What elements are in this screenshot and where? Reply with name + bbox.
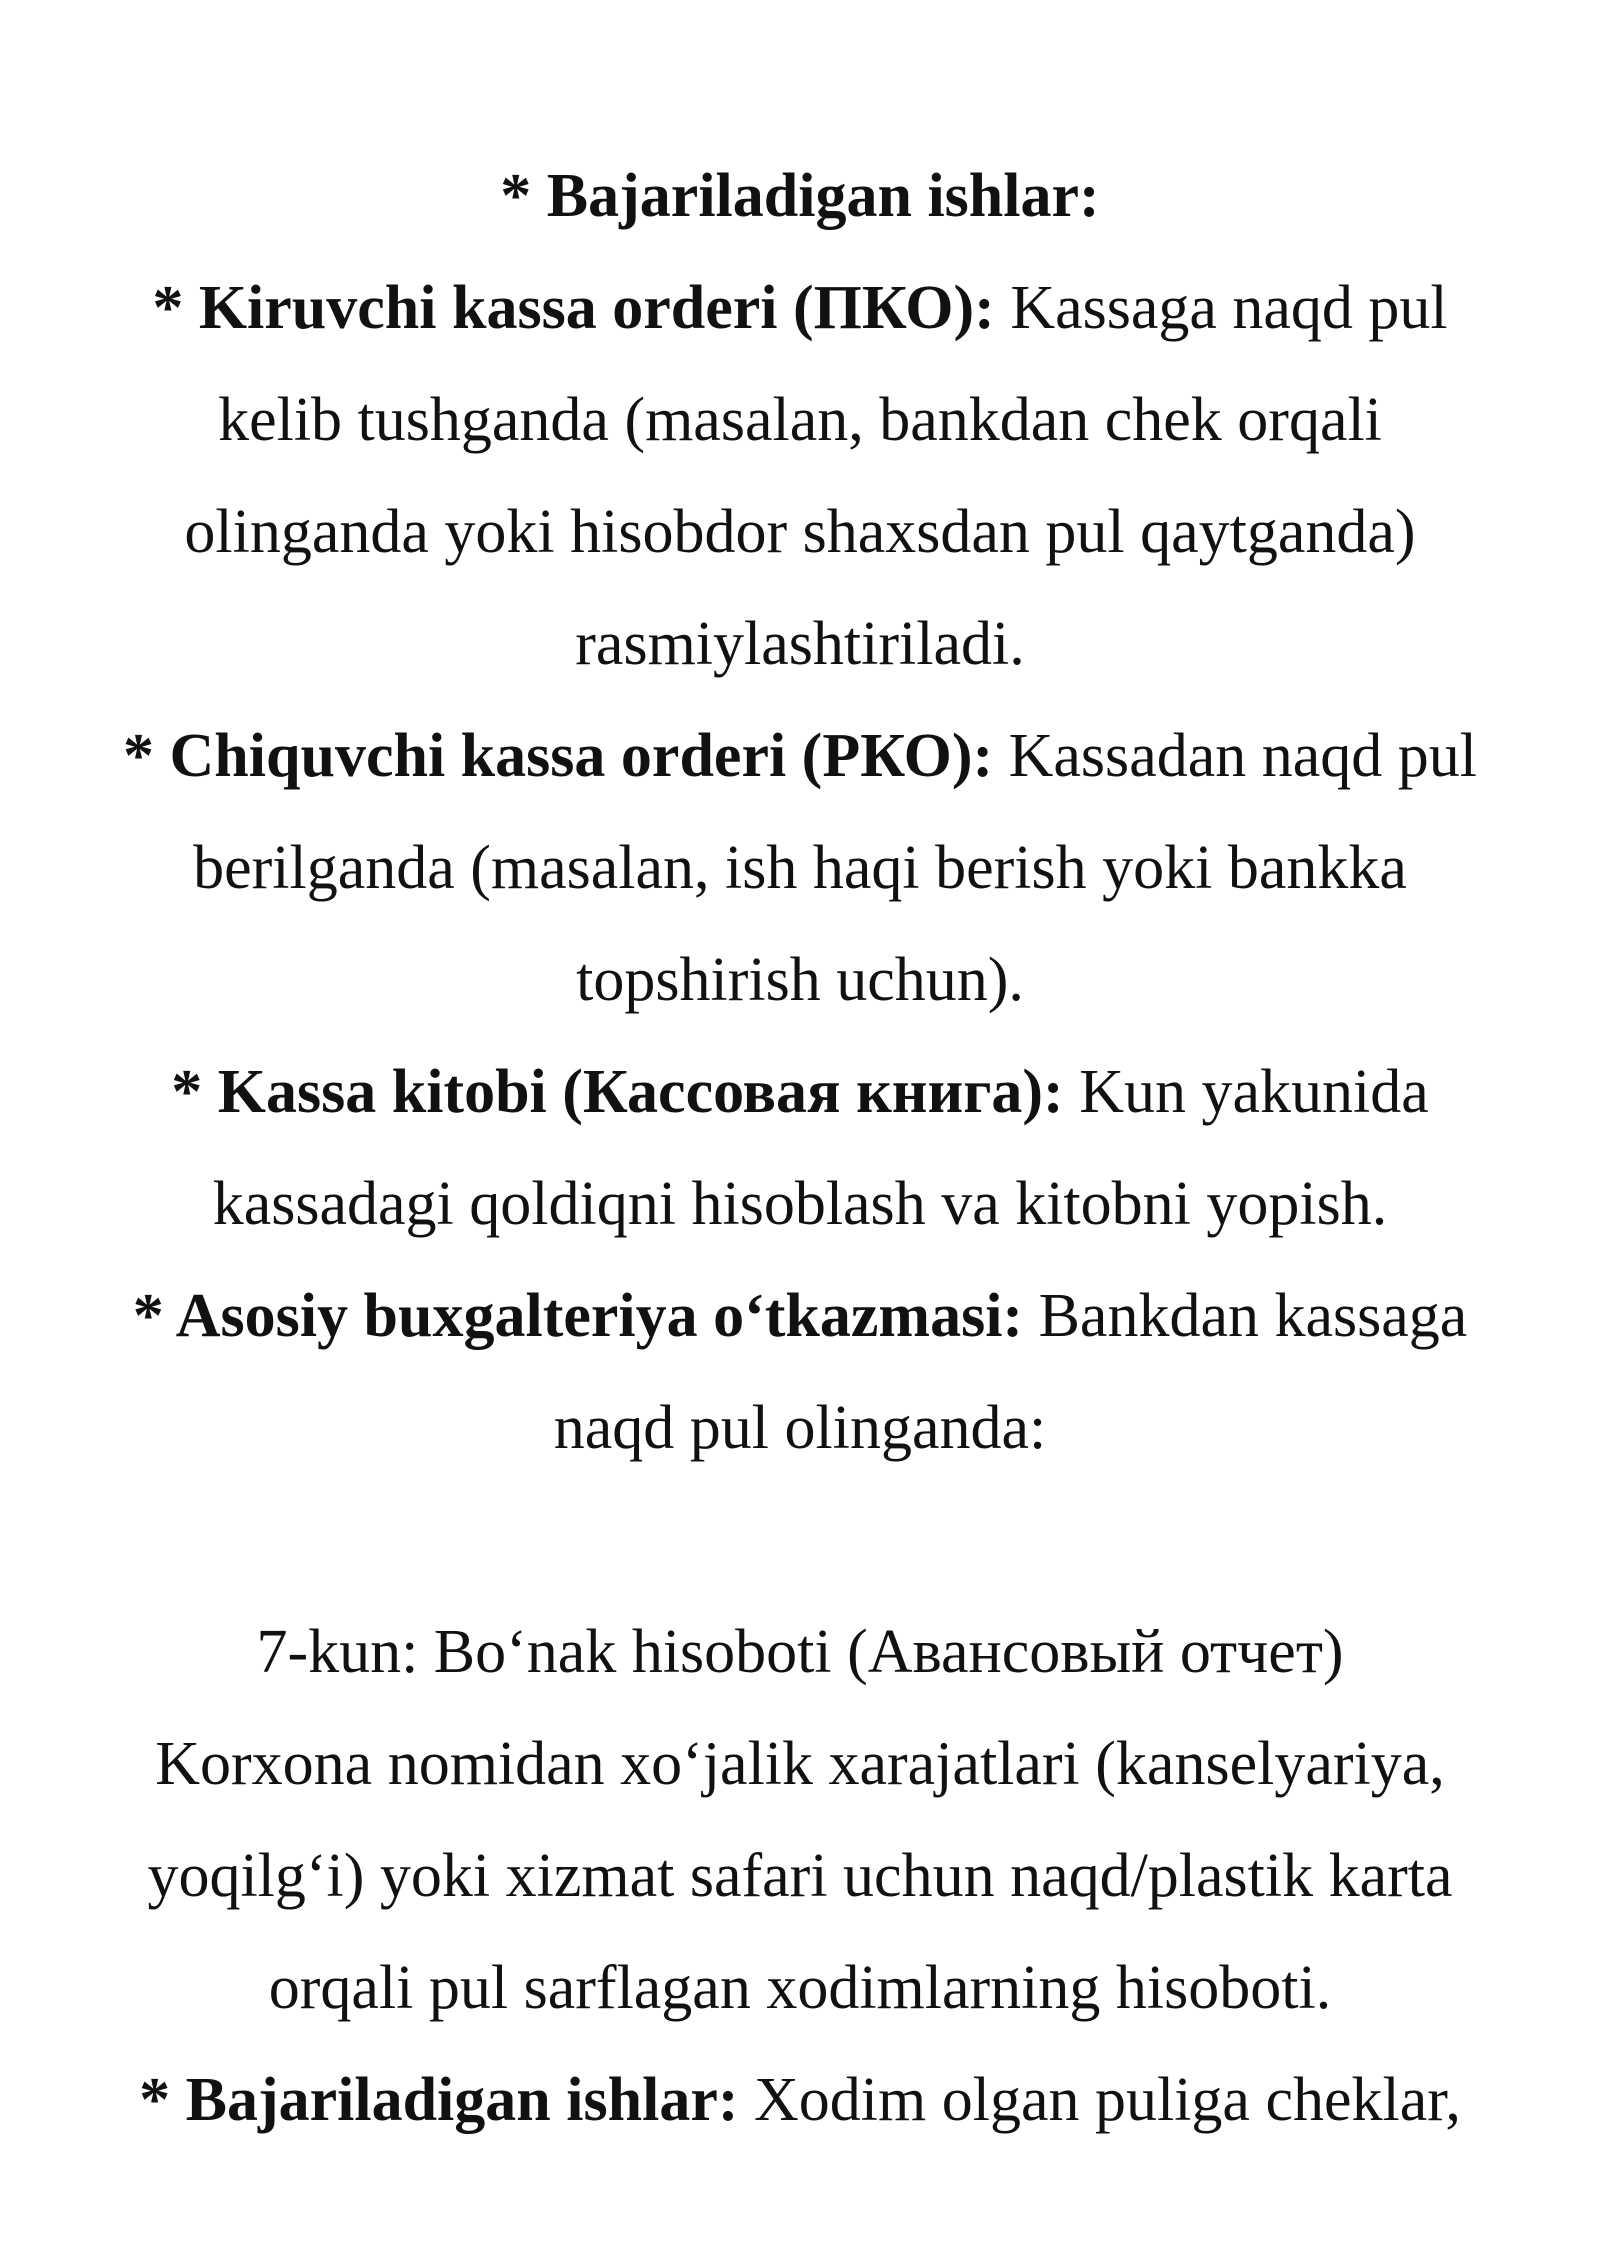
bullet-lead: * Kiruvchi kassa orderi (ПКО): [152, 274, 995, 342]
bullet-incoming-order [100, 252, 1500, 700]
bullet-text: Kassadan naqd pul berilganda (masalan, ish haqi berish yoki bankka topshirish uchun). [193, 722, 1477, 1014]
bullet-lead: * Chiquvchi kassa orderi (РКО): [123, 722, 994, 790]
bullet-lead: * Kassa kitobi (Кассовая книга): [171, 1058, 1064, 1126]
bullet-text: Bankdan kassaga naqd pul olinganda: [553, 1282, 1468, 1462]
bullet-lead: * Bajariladigan ishlar: [500, 162, 1100, 230]
bullet-text: Xodim olgan puliga cheklar, [738, 2066, 1461, 2134]
bullet-lead: * Bajariladigan ishlar: [139, 2066, 739, 2134]
section-title: 7-kun: Bo‘nak hisoboti (Авансовый отчет) [256, 1618, 1344, 1686]
bullet-cash-book [100, 1036, 1500, 1260]
bullet-text: Kun yakunida kassadagi qoldiqni hisoblash va kitobni yopish. [212, 1058, 1429, 1238]
section-body: Korxona nomidan xo‘jalik xarajatlari (kanselyariya, yoqilg‘i) yoki xizmat safari uchun naqd/plastik karta orqali pul sarflagan xodimlarning hisoboti. [147, 1730, 1453, 2022]
bullet-text: Kassaga naqd pul kelib tushganda (masalan, bankdan chek orqali olinganda yoki hisobdor shaxsdan pul qaytganda) rasmiylashtiriladi. [184, 274, 1448, 678]
bullet-heading [100, 140, 1500, 252]
bullet-tasks-final [100, 2044, 1500, 2156]
bullet-lead: * Asosiy buxgalteriya o‘tkazmasi: [132, 1282, 1024, 1350]
blank-line [100, 1484, 1500, 1596]
bullet-outgoing-order [100, 700, 1500, 1036]
document-page [100, 140, 1500, 2156]
bullet-accounting-entry [100, 1260, 1500, 1484]
